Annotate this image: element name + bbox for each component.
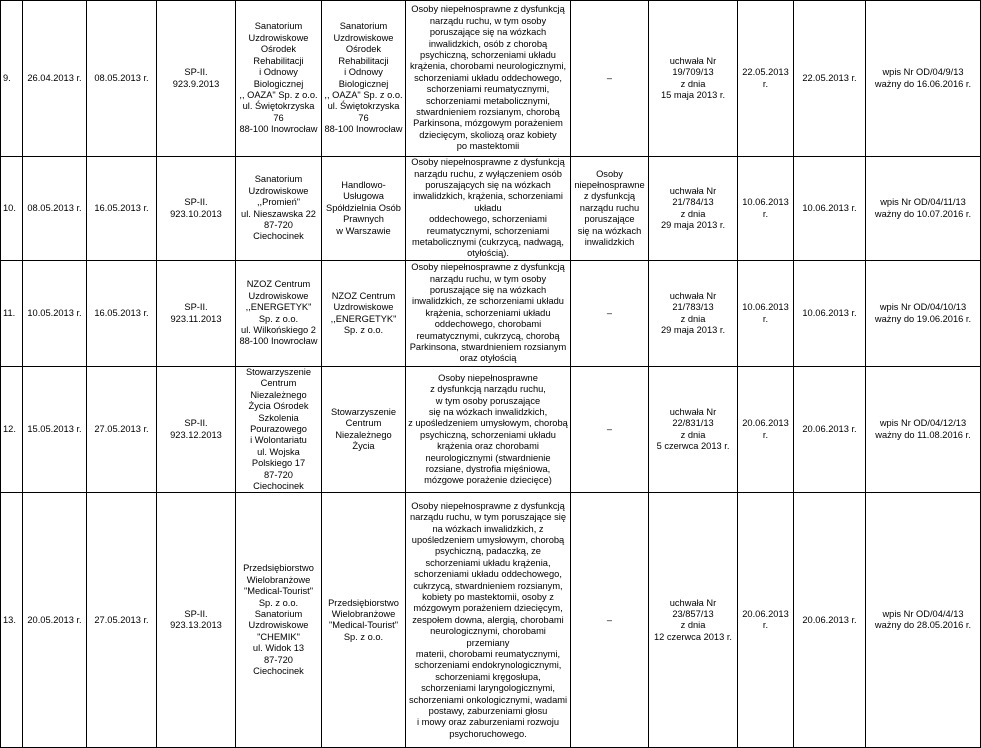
date-to: 27.05.2013 r. [87, 493, 157, 748]
participants-scope: Osoby niepełnosprawne z dysfunkcją narządu ruchu, z wyłączeniem osób poruszających się na wózkach inwalidzkich, krążenia, schorzeniami układu oddechowego, schorzeniami reumatycznymi, schorzeniami metabolicznymi (cukrzycą, nadwagą, otyłością). [406, 157, 571, 261]
table-row [1, 261, 981, 367]
table-row [1, 493, 981, 748]
date-delivered: 20.06.2013 r. [794, 493, 866, 748]
participants-scope: Osoby niepełnosprawne z dysfunkcją narządu ruchu, w tym osoby poruszające się na wózkach inwalidzkich, osób z chorobą psychiczną, schorzeniami układu krążenia, chorobami neurologicznymi, schorzeniami układu oddechowego, schorzeniami reumatycznymi, schorzeniami metabolicznymi, stwardnieniem rozsianym, chorobą Parkinsona, mózgowym porażeniem dziecięcym, skoliozą oraz kobiety po mastektomii [406, 1, 571, 157]
case-number [157, 493, 236, 748]
date-to: 16.05.2013 r. [87, 261, 157, 367]
row-number: 10. [1, 157, 23, 261]
case-code: SP-II. [184, 418, 208, 429]
participants-scope: Osoby niepełnosprawne z dysfunkcją narządu ruchu, w tym poruszające się na wózkach inwalidzkich, z upośledzeniem umysłowym, chorobą psychiczną, padaczką, ze schorzeniami układu krążenia, schorzeniami układu oddechowego, cukrzycą, stwardnieniem rozsianym, kobiety po mastektomii, osoby z mózgowym porażeniem dziecięcym, zespołem downa, alergią, chorobami neurologicznymi, chorobami przemiany materii, chorobami reumatycznymi, schorzeniami endokrynologicznymi, schorzeniami kręgosłupa, schorzeniami laryngologicznymi, schorzeniami onkologicznymi, wadami postawy, zaburzeniami głosu i mowy oraz zaburzeniami rozwoju psychoruchowego. [406, 493, 571, 748]
organizer: Handlowo-Usługowa Spółdzielnia Osób Prawnych w Warszawie [322, 157, 406, 261]
resolution: uchwała Nr 22/831/13 z dnia 5 czerwca 2013 r. [649, 367, 738, 493]
date-delivered: 10.06.2013 r. [794, 261, 866, 367]
resolution: uchwała Nr 21/784/13 z dnia 29 maja 2013 r. [649, 157, 738, 261]
additional-scope: – [571, 367, 649, 493]
date-issued: 22.05.2013 r. [738, 1, 794, 157]
entity: Sanatorium Uzdrowiskowe Ośrodek Rehabilitacji i Odnowy Biologicznej ,, OAZA" Sp. z o.o. ul. Świętokrzyska 76 88-100 Inowrocław [236, 1, 322, 157]
entity: NZOZ Centrum Uzdrowiskowe ,,ENERGETYK" Sp. z o.o. ul. Wilkońskiego 2 88-100 Inowrocław [236, 261, 322, 367]
date-issued: 10.06.2013 r. [738, 157, 794, 261]
case-number [157, 261, 236, 367]
resolution: uchwała Nr 21/783/13 z dnia 29 maja 2013 r. [649, 261, 738, 367]
case-number [157, 367, 236, 493]
date-issued: 10.06.2013 r. [738, 261, 794, 367]
date-to: 08.05.2013 r. [87, 1, 157, 157]
case-signature: 923.10.2013 [170, 208, 222, 219]
row-number: 12. [1, 367, 23, 493]
case-code: SP-II. [184, 197, 208, 208]
case-signature: 923.13.2013 [170, 620, 222, 631]
organizer: Stowarzyszenie Centrum Niezależnego Życia [322, 367, 406, 493]
case-number [157, 1, 236, 157]
case-signature: 923.12.2013 [170, 429, 222, 440]
additional-scope: Osoby niepełnosprawne z dysfunkcją narządu ruchu poruszające się na wózkach inwalidzkich [571, 157, 649, 261]
date-delivered: 22.05.2013 r. [794, 1, 866, 157]
row-number: 9. [1, 1, 23, 157]
date-from: 08.05.2013 r. [23, 157, 87, 261]
entity: Przedsiębiorstwo Wielobranżowe "Medical-Tourist" Sp. z o.o. Sanatorium Uzdrowiskowe "CHEMIK" ul. Widok 13 87-720 Ciechocinek [236, 493, 322, 748]
date-from: 10.05.2013 r. [23, 261, 87, 367]
additional-scope: – [571, 261, 649, 367]
case-code: SP-II. [184, 609, 208, 620]
registry-entry: wpis Nr OD/04/12/13 ważny do 11.08.2016 r. [866, 367, 981, 493]
case-signature: 923.11.2013 [170, 313, 222, 324]
date-from: 26.04.2013 r. [23, 1, 87, 157]
table-row [1, 1, 981, 157]
organizer: NZOZ Centrum Uzdrowiskowe ,,ENERGETYK" Sp. z o.o. [322, 261, 406, 367]
date-to: 27.05.2013 r. [87, 367, 157, 493]
registry-entry: wpis Nr OD/04/4/13 ważny do 28.05.2016 r. [866, 493, 981, 748]
row-number: 11. [1, 261, 23, 367]
case-signature: 923.9.2013 [172, 78, 220, 89]
registry-entry: wpis Nr OD/04/11/13 ważny do 10.07.2016 r. [866, 157, 981, 261]
organizer: Sanatorium Uzdrowiskowe Ośrodek Rehabilitacji i Odnowy Biologicznej ,, OAZA" Sp. z o.o. ul. Świętokrzyska 76 88-100 Inowrocław [322, 1, 406, 157]
participants-scope: Osoby niepełnosprawne z dysfunkcją narządu ruchu, w tym osoby poruszające się na wózkach inwalidzkich, z upośledzeniem umysłowym, chorobą psychiczną, schorzeniami układu krążenia oraz chorobami neurologicznymi (stwardnienie rozsiane, dystrofia mięśniowa, mózgowe porażenie dziecięce) [406, 367, 571, 493]
registry-entry: wpis Nr OD/04/10/13 ważny do 19.06.2016 r. [866, 261, 981, 367]
additional-scope: – [571, 1, 649, 157]
participants-scope: Osoby niepełnosprawne z dysfunkcją narządu ruchu, w tym osoby poruszające się na wózkach inwalidzkich, ze schorzeniami układu krążenia, schorzeniami układu oddechowego, chorobami reumatycznymi, cukrzycą, chorobą Parkinsona, stwardnieniem rozsianym oraz otyłością [406, 261, 571, 367]
case-code: SP-II. [184, 67, 208, 78]
date-issued: 20.06.2013 r. [738, 493, 794, 748]
date-delivered: 20.06.2013 r. [794, 367, 866, 493]
table-row [1, 367, 981, 493]
entity: Sanatorium Uzdrowiskowe ,,Promień" ul. Nieszawska 22 87-720 Ciechocinek [236, 157, 322, 261]
case-code: SP-II. [184, 302, 208, 313]
date-from: 20.05.2013 r. [23, 493, 87, 748]
registry-entry: wpis Nr OD/04/9/13 ważny do 16.06.2016 r. [866, 1, 981, 157]
table-row [1, 157, 981, 261]
resolution: uchwała Nr 23/857/13 z dnia 12 czerwca 2013 r. [649, 493, 738, 748]
date-delivered: 10.06.2013 r. [794, 157, 866, 261]
organizer: Przedsiębiorstwo Wielobranżowe "Medical-Tourist" Sp. z o.o. [322, 493, 406, 748]
case-number [157, 157, 236, 261]
entity: Stowarzyszenie Centrum Niezależnego Życia Ośrodek Szkolenia Pourazowego i Wolontariatu ul. Wojska Polskiego 17 87-720 Ciechocinek [236, 367, 322, 493]
additional-scope: – [571, 493, 649, 748]
date-from: 15.05.2013 r. [23, 367, 87, 493]
resolution: uchwała Nr 19/709/13 z dnia 15 maja 2013 r. [649, 1, 738, 157]
row-number: 13. [1, 493, 23, 748]
date-issued: 20.06.2013 r. [738, 367, 794, 493]
date-to: 16.05.2013 r. [87, 157, 157, 261]
